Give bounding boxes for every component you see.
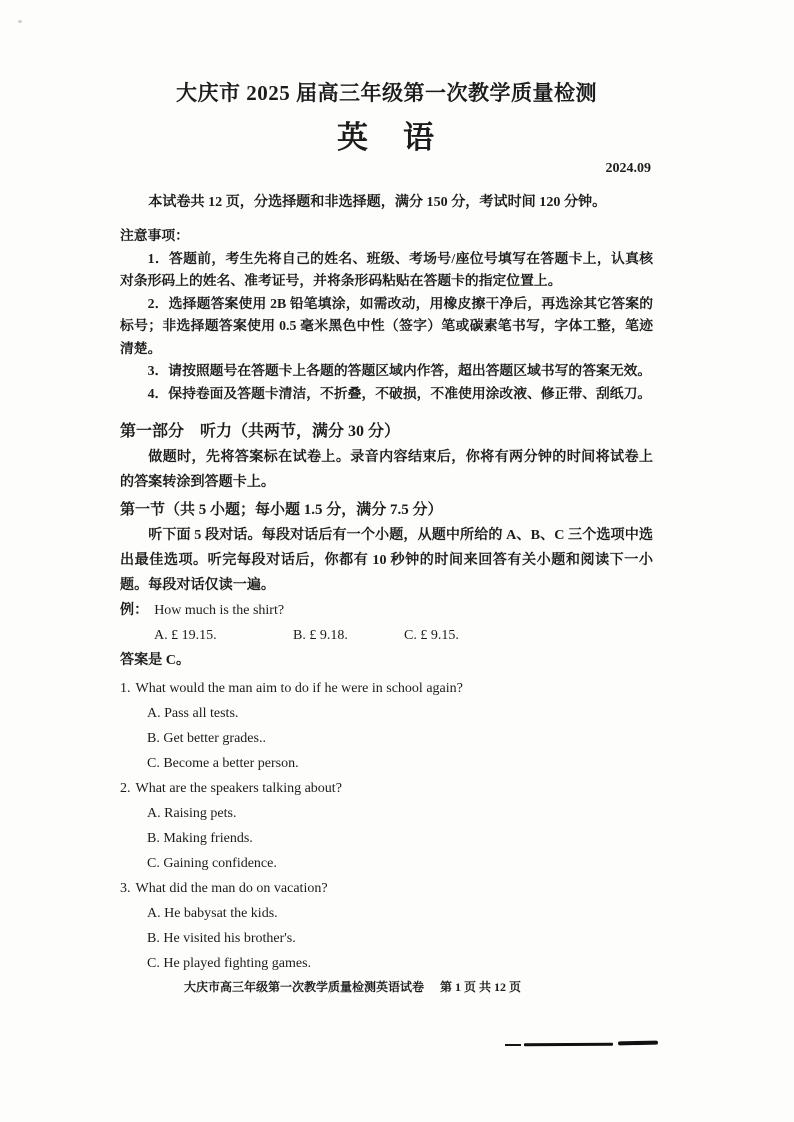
exam-date: 2024.09 bbox=[605, 161, 651, 176]
question-3-option-c: C. He played fighting games. bbox=[147, 956, 312, 971]
example-prefix: 例： bbox=[120, 602, 149, 618]
listening-questions bbox=[120, 676, 653, 976]
notice-heading: 注意事项： bbox=[120, 228, 189, 243]
notice-item-3: 3．请按照题号在答题卡上各题的答题区域内作答，超出答题区域书写的答案无效。 bbox=[147, 363, 652, 378]
example-question-text: How much is the shirt? bbox=[154, 603, 285, 618]
part1-instructions: 做题时，先将答案标在试卷上。录音内容结束后，你将有两分钟的时间将试卷上的答案转涂到答题卡上。 bbox=[120, 449, 653, 490]
question-1 bbox=[120, 676, 653, 701]
subject-title: 英 语 bbox=[337, 120, 436, 155]
scan-artifact-dash bbox=[505, 1044, 521, 1046]
notice-item-4: 4．保持卷面及答题卡清洁，不折叠，不破损，不准使用涂改液、修正带、刮纸刀。 bbox=[147, 385, 652, 401]
footer-exam-name: 大庆市高三年级第一次教学质量检测英语试卷 bbox=[183, 980, 424, 994]
example-options-row bbox=[120, 623, 653, 648]
scan-artifact-blob bbox=[618, 1041, 658, 1046]
question-1-option-a: A. Pass all tests. bbox=[147, 706, 239, 721]
question-2-option-c: C. Gaining confidence. bbox=[147, 856, 277, 871]
question-1-option-b: B. Get better grades.. bbox=[147, 731, 266, 746]
example-option-a: A. £ 19.15. bbox=[154, 628, 217, 643]
question-1-number: 1. bbox=[120, 681, 131, 696]
example-answer-note: 答案是 C。 bbox=[120, 652, 191, 668]
question-3-option-b: B. He visited his brother's. bbox=[147, 931, 296, 946]
exam-title: 大庆市 2025 届高三年级第一次教学质量检测 bbox=[176, 81, 597, 105]
question-2-number: 2. bbox=[120, 781, 131, 796]
question-2-option-b: B. Making friends. bbox=[147, 831, 253, 846]
question-1-option-c: C. Become a better person. bbox=[147, 756, 299, 771]
exam-intro: 本试卷共 12 页，分选择题和非选择题，满分 150 分，考试时间 120 分钟。 bbox=[148, 194, 607, 210]
notice-item-2: 2．选择题答案使用 2B 铅笔填涂，如需改动，用橡皮擦干净后，再选涂其它答案的标号；非选择题答案使用 0.5 毫米黑色中性（签字）笔或碳素笔书写，字体工整，笔迹清楚。 bbox=[120, 295, 653, 356]
question-1-text: What would the man aim to do if he were in school again? bbox=[135, 681, 463, 696]
scan-artifact-line bbox=[524, 1043, 613, 1046]
footer-page-number: 第 1 页 共 12 页 bbox=[440, 980, 522, 994]
question-3-option-a: A. He babysat the kids. bbox=[147, 906, 278, 921]
example-option-b: B. £ 9.18. bbox=[293, 628, 348, 643]
question-3-number: 3. bbox=[120, 881, 131, 896]
example-question-line bbox=[120, 598, 653, 623]
question-2-text: What are the speakers talking about? bbox=[135, 781, 342, 796]
notice-item-1: 1．答题前，考生先将自己的姓名、班级、考场号/座位号填写在答题卡上，认真核对条形码上的姓名、准考证号，并将条形码粘贴在答题卡的指定位置上。 bbox=[120, 250, 653, 288]
section1-heading: 第一节（共 5 小题；每小题 1.5 分，满分 7.5 分） bbox=[120, 502, 443, 518]
page-content bbox=[120, 80, 653, 976]
example-option-c: C. £ 9.15. bbox=[404, 628, 459, 643]
scan-artifact-speck bbox=[18, 20, 22, 23]
question-2-option-a: A. Raising pets. bbox=[147, 806, 237, 821]
part1-heading: 第一部分 听力（共两节，满分 30 分） bbox=[120, 423, 401, 440]
question-3-text: What did the man do on vacation? bbox=[135, 881, 328, 896]
question-2 bbox=[120, 776, 653, 801]
question-3 bbox=[120, 876, 653, 901]
section1-instructions: 听下面 5 段对话。每段对话后有一个小题，从题中所给的 A、B、C 三个选项中选出最佳选项。听完每段对话后，你都有 10 秒钟的时间来回答有关小题和阅读下一小题。每段对话仅读一遍。 bbox=[120, 527, 653, 593]
page-footer bbox=[86, 978, 619, 996]
